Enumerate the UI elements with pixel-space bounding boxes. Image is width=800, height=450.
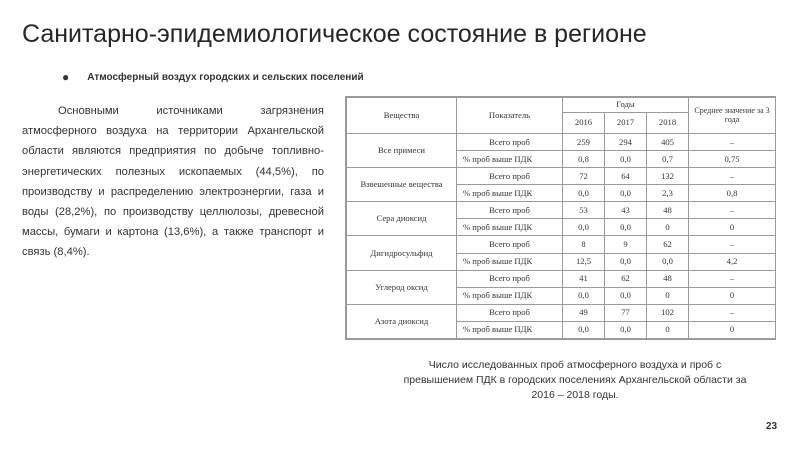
value-cell: 48 bbox=[647, 270, 689, 287]
value-cell: – bbox=[689, 168, 776, 185]
header-average: Среднее значение за 3 года bbox=[689, 98, 776, 134]
value-cell: 0,0 bbox=[563, 219, 605, 236]
value-cell: – bbox=[689, 202, 776, 219]
value-cell: 0 bbox=[689, 219, 776, 236]
value-cell: 77 bbox=[605, 304, 647, 321]
indicator-cell: Всего проб bbox=[457, 134, 563, 151]
value-cell: 102 bbox=[647, 304, 689, 321]
value-cell: 294 bbox=[605, 134, 647, 151]
value-cell: 0,0 bbox=[605, 287, 647, 304]
value-cell: 0,75 bbox=[689, 151, 776, 168]
indicator-cell: Всего проб bbox=[457, 202, 563, 219]
value-cell: 0,7 bbox=[647, 151, 689, 168]
page-number: 23 bbox=[766, 421, 778, 432]
substance-cell: Сера диоксид bbox=[347, 202, 457, 236]
value-cell: 9 bbox=[605, 236, 647, 253]
indicator-cell: % проб выше ПДК bbox=[457, 185, 563, 202]
indicator-cell: % проб выше ПДК bbox=[457, 321, 563, 338]
table-caption: Число исследованных проб атмосферного воздуха и проб с превышением ПДК в городских поселениях Архангельской области за 2016 – 2018 годы. bbox=[403, 359, 747, 401]
substance-cell: Азота диоксид bbox=[347, 304, 457, 338]
indicator-cell: Всего проб bbox=[457, 304, 563, 321]
table-row bbox=[347, 202, 776, 219]
value-cell: 0,0 bbox=[605, 253, 647, 270]
table-row bbox=[347, 168, 776, 185]
value-cell: 405 bbox=[647, 134, 689, 151]
value-cell: 53 bbox=[563, 202, 605, 219]
indicator-cell: % проб выше ПДК bbox=[457, 151, 563, 168]
value-cell: 48 bbox=[647, 202, 689, 219]
indicator-cell: Всего проб bbox=[457, 270, 563, 287]
header-year-2016: 2016 bbox=[563, 113, 605, 134]
value-cell: – bbox=[689, 134, 776, 151]
value-cell: 12,5 bbox=[563, 253, 605, 270]
bullet-item bbox=[62, 70, 364, 84]
value-cell: 0 bbox=[647, 321, 689, 338]
value-cell: 0,0 bbox=[563, 287, 605, 304]
value-cell: – bbox=[689, 270, 776, 287]
substance-cell: Все примеси bbox=[347, 134, 457, 168]
value-cell: 41 bbox=[563, 270, 605, 287]
bullet-dot-icon: ● bbox=[62, 70, 70, 84]
value-cell: 4,2 bbox=[689, 253, 776, 270]
value-cell: 0,0 bbox=[605, 219, 647, 236]
substance-cell: Дигидросульфид bbox=[347, 236, 457, 270]
table-row bbox=[347, 304, 776, 321]
value-cell: 0,0 bbox=[605, 185, 647, 202]
value-cell: 0,8 bbox=[563, 151, 605, 168]
indicator-cell: Всего проб bbox=[457, 168, 563, 185]
value-cell: 259 bbox=[563, 134, 605, 151]
value-cell: 0,0 bbox=[563, 321, 605, 338]
header-year-2018: 2018 bbox=[647, 113, 689, 134]
header-year-2017: 2017 bbox=[605, 113, 647, 134]
value-cell: 43 bbox=[605, 202, 647, 219]
indicator-cell: % проб выше ПДК bbox=[457, 287, 563, 304]
indicator-cell: Всего проб bbox=[457, 236, 563, 253]
indicator-cell: % проб выше ПДК bbox=[457, 253, 563, 270]
table-row bbox=[347, 270, 776, 287]
table-row bbox=[347, 134, 776, 151]
value-cell: 2,3 bbox=[647, 185, 689, 202]
value-cell: 72 bbox=[563, 168, 605, 185]
value-cell: 0 bbox=[647, 287, 689, 304]
value-cell: 62 bbox=[647, 236, 689, 253]
value-cell: 132 bbox=[647, 168, 689, 185]
value-cell: 0 bbox=[689, 321, 776, 338]
substance-cell: Углерод оксид bbox=[347, 270, 457, 304]
value-cell: 0,0 bbox=[605, 151, 647, 168]
value-cell: 8 bbox=[563, 236, 605, 253]
header-years: Годы bbox=[563, 98, 689, 113]
bullet-text: Атмосферный воздух городских и сельских поселений bbox=[87, 71, 364, 83]
value-cell: 0,0 bbox=[563, 185, 605, 202]
slide-title: Санитарно-эпидемиологическое состояние в регионе bbox=[22, 20, 647, 48]
table-row bbox=[347, 236, 776, 253]
value-cell: – bbox=[689, 236, 776, 253]
indicator-cell: % проб выше ПДК bbox=[457, 219, 563, 236]
substance-cell: Взвешенные вещества bbox=[347, 168, 457, 202]
value-cell: 0 bbox=[689, 287, 776, 304]
value-cell: 0,0 bbox=[605, 321, 647, 338]
value-cell: 0,8 bbox=[689, 185, 776, 202]
header-indicator: Показатель bbox=[457, 98, 563, 134]
value-cell: 64 bbox=[605, 168, 647, 185]
value-cell: 49 bbox=[563, 304, 605, 321]
value-cell: 62 bbox=[605, 270, 647, 287]
value-cell: 0,0 bbox=[647, 253, 689, 270]
data-table bbox=[345, 96, 776, 340]
value-cell: 0 bbox=[647, 219, 689, 236]
body-paragraph: Основными источниками загрязнения атмосферного воздуха на территории Архангельской области являются предприятия по добыче топливно-энергетических полезных ископаемых (44,5%), по производству и распределению электроэнергии, газа и воды (28,2%), по производству целлюлозы, древесной массы, бумаги и картона (13,6%), а также транспорт и связь (8,4%). bbox=[22, 105, 324, 259]
value-cell: – bbox=[689, 304, 776, 321]
header-substance: Вещества bbox=[347, 98, 457, 134]
